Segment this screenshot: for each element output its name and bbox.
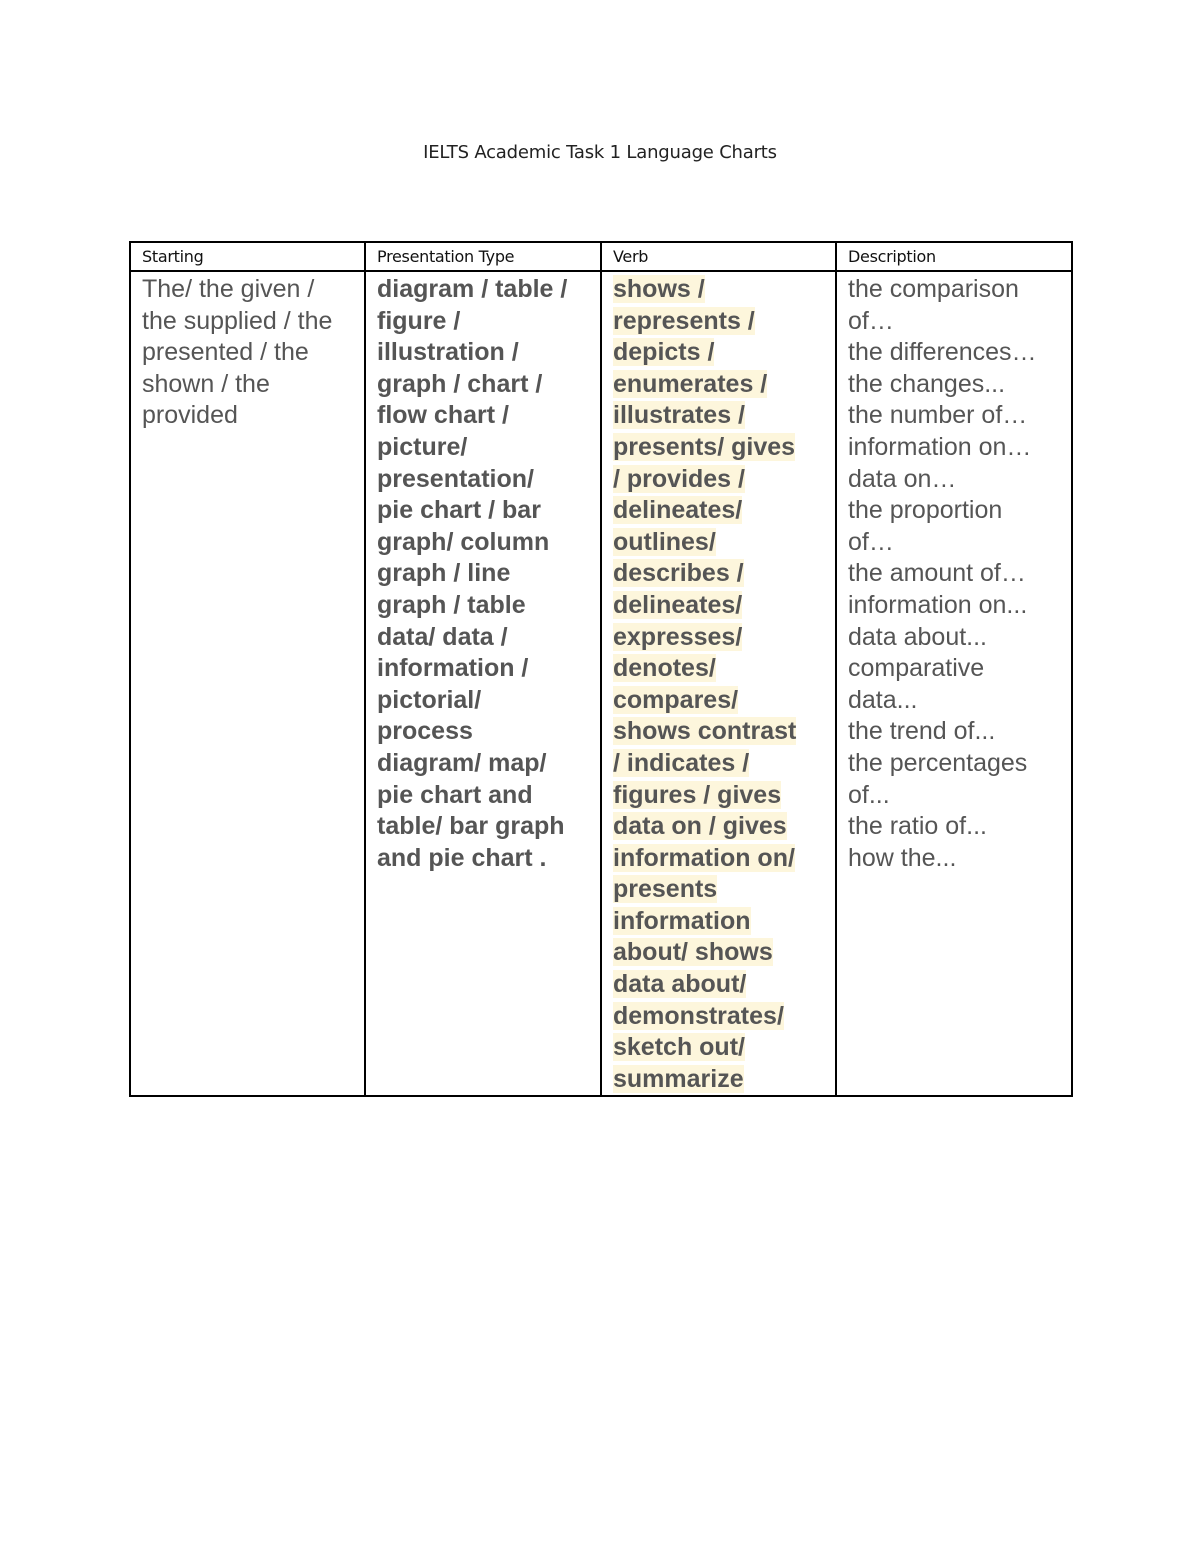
description-line: data about... — [848, 622, 988, 651]
description-line: data on… — [848, 464, 957, 493]
verb-text: represents / — [613, 306, 755, 335]
description-line: the amount of… — [848, 559, 1026, 588]
verb-text: presents/ gives — [613, 432, 796, 461]
header-description: Description — [836, 242, 1072, 271]
verb-text: illustrates / — [613, 401, 745, 430]
presentation-type-line: data/ data / — [377, 622, 508, 651]
verb-line — [613, 558, 829, 590]
description-line: the ratio of... — [848, 812, 987, 841]
verb-text: summarize — [613, 1064, 744, 1093]
verb-text: shows / — [613, 275, 705, 303]
verb-text: enumerates / — [613, 369, 768, 398]
verb-line — [613, 274, 829, 306]
verb-line — [613, 622, 829, 654]
verb-text: data about/ — [613, 970, 747, 999]
verb-line — [613, 874, 829, 906]
verb-line — [613, 432, 829, 464]
description-line: the changes... — [848, 369, 1006, 398]
header-starting: Starting — [130, 242, 365, 271]
verb-line — [613, 400, 829, 432]
description-line: the comparison — [848, 275, 1019, 303]
description-line: of… — [848, 306, 894, 335]
verb-line — [613, 906, 829, 938]
verb-line — [613, 780, 829, 812]
presentation-type-line: graph/ column — [377, 527, 550, 556]
description-line: information on... — [848, 590, 1028, 619]
verb-line — [613, 716, 829, 748]
starting-cell — [130, 271, 365, 1096]
presentation-type-cell — [365, 271, 601, 1096]
verb-text: outlines/ — [613, 527, 716, 556]
verb-text: denotes/ — [613, 654, 716, 683]
language-chart-table — [129, 241, 1073, 1097]
verb-line — [613, 685, 829, 717]
verb-line — [613, 464, 829, 496]
header-presentation-type: Presentation Type — [365, 242, 601, 271]
verb-text: shows contrast — [613, 717, 797, 746]
presentation-type-line: pictorial/ — [377, 685, 482, 714]
verb-text: sketch out/ — [613, 1033, 745, 1062]
description-line: the percentages — [848, 748, 1028, 777]
description-line: data... — [848, 685, 918, 714]
starting-line: shown / the — [142, 369, 270, 398]
verb-line — [613, 969, 829, 1001]
verb-text: presents — [613, 875, 718, 904]
verb-text: delineates/ — [613, 590, 743, 619]
presentation-type-line: flow chart / — [377, 401, 509, 430]
content-row — [130, 271, 1072, 1096]
verb-line — [613, 1032, 829, 1064]
description-line: the differences… — [848, 338, 1037, 367]
presentation-type-line: table/ bar graph — [377, 812, 565, 841]
verb-line — [613, 1001, 829, 1033]
verb-text: data on / gives — [613, 812, 787, 841]
description-line: of… — [848, 527, 894, 556]
presentation-type-line: diagram/ map/ — [377, 748, 547, 777]
verb-text: compares/ — [613, 685, 739, 714]
presentation-type-line: graph / line — [377, 559, 511, 588]
verb-text: about/ shows — [613, 938, 773, 967]
starting-line: The/ the given / — [142, 275, 315, 303]
verb-text: / indicates / — [613, 748, 750, 777]
verb-line — [613, 306, 829, 338]
verb-line — [613, 811, 829, 843]
verb-line — [613, 748, 829, 780]
presentation-type-line: illustration / — [377, 338, 519, 367]
verb-text: depicts / — [613, 338, 715, 367]
verb-line — [613, 653, 829, 685]
description-line: information on… — [848, 432, 1032, 461]
description-line: the proportion — [848, 496, 1003, 525]
header-verb: Verb — [601, 242, 836, 271]
presentation-type-line: process — [377, 717, 473, 746]
verb-line — [613, 590, 829, 622]
presentation-type-line: and pie chart . — [377, 843, 547, 872]
presentation-type-line: presentation/ — [377, 464, 534, 493]
header-row — [130, 242, 1072, 271]
presentation-type-line: diagram / table / — [377, 275, 568, 303]
presentation-type-line: graph / chart / — [377, 369, 543, 398]
presentation-type-line: figure / — [377, 306, 461, 335]
verb-text: describes / — [613, 559, 744, 588]
verb-line — [613, 1064, 829, 1096]
verb-line — [613, 527, 829, 559]
verb-line — [613, 337, 829, 369]
starting-line: provided — [142, 401, 238, 430]
verb-text: figures / gives — [613, 780, 782, 809]
verb-cell — [601, 271, 836, 1096]
verb-line — [613, 843, 829, 875]
verb-line — [613, 937, 829, 969]
starting-line: the supplied / the — [142, 306, 333, 335]
presentation-type-line: graph / table — [377, 590, 526, 619]
description-line: how the... — [848, 843, 957, 872]
presentation-type-line: picture/ — [377, 432, 468, 461]
verb-text: delineates/ — [613, 496, 743, 525]
verb-text: expresses/ — [613, 622, 743, 651]
verb-text: information — [613, 906, 751, 935]
verb-text: / provides / — [613, 464, 745, 493]
presentation-type-line: pie chart / bar — [377, 496, 541, 525]
document-title: IELTS Academic Task 1 Language Charts — [423, 142, 777, 163]
verb-line — [613, 495, 829, 527]
verb-text: demonstrates/ — [613, 1001, 784, 1030]
description-cell — [836, 271, 1072, 1096]
presentation-type-line: pie chart and — [377, 780, 533, 809]
verb-text: information on/ — [613, 843, 795, 872]
verb-line — [613, 369, 829, 401]
description-line: the trend of... — [848, 717, 996, 746]
description-line: the number of… — [848, 401, 1028, 430]
presentation-type-line: information / — [377, 654, 529, 683]
description-line: comparative — [848, 654, 985, 683]
starting-line: presented / the — [142, 338, 309, 367]
description-line: of... — [848, 780, 890, 809]
